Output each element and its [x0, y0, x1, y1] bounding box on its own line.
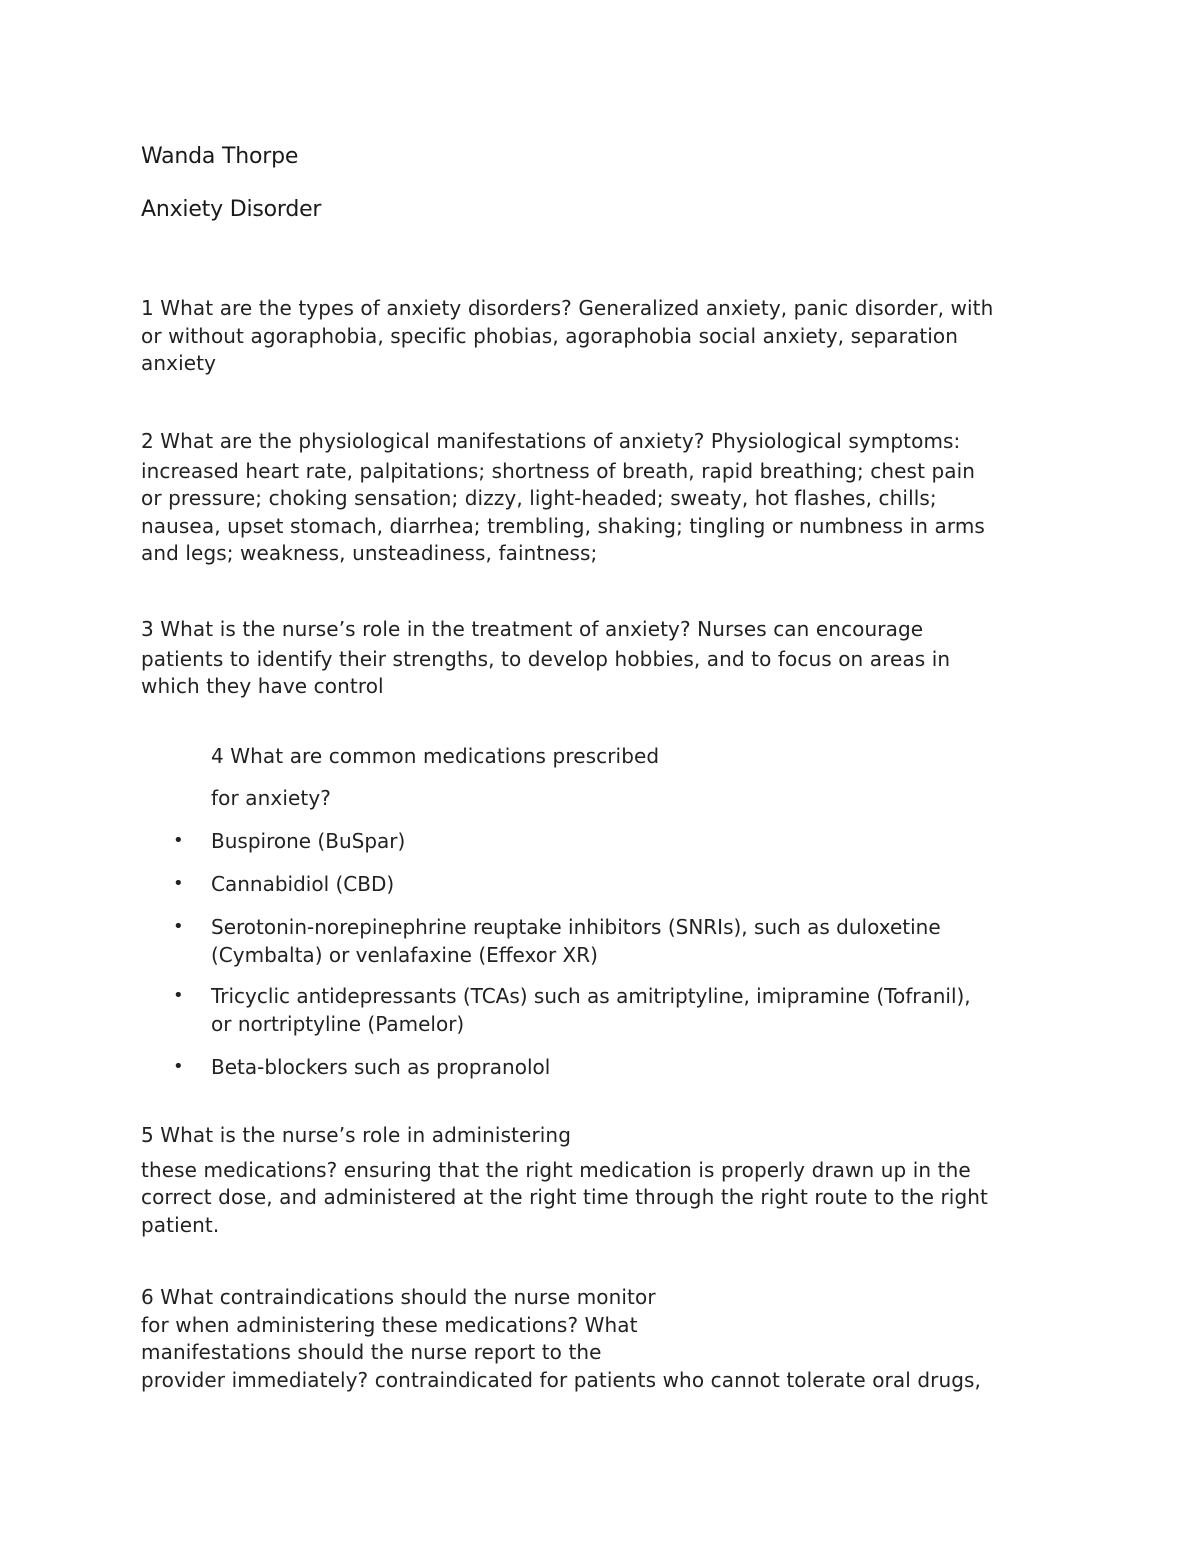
list-item-line: or nortriptyline (Pamelor) [211, 1011, 465, 1036]
question-1-line: 1 What are the types of anxiety disorders? Generalized anxiety, panic disorder, with [141, 296, 994, 320]
list-item [211, 1054, 1061, 1082]
question-2-line: and legs; weakness, unsteadiness, faintness; [141, 541, 598, 565]
question-4-line-2: for anxiety? [211, 786, 331, 810]
list-item-line: Cannabidiol (CBD) [211, 872, 395, 896]
list-item [211, 914, 1061, 969]
document-title: Anxiety Disorder [141, 197, 322, 222]
question-5 [141, 1122, 1061, 1239]
question-5-line: patient. [141, 1212, 220, 1237]
question-3-line: patients to identify their strengths, to develop hobbies, and to focus on areas in [141, 646, 951, 671]
question-1-line: anxiety [141, 351, 217, 375]
question-1 [141, 295, 1061, 378]
bullet-icon: • [173, 1056, 184, 1077]
question-5-line: correct dose, and administered at the right time through the right route to the right [141, 1185, 988, 1209]
question-5-line: 5 What is the nurse’s role in administering [141, 1123, 572, 1147]
bullet-icon: • [173, 985, 184, 1006]
list-item-line: Beta-blockers such as propranolol [211, 1055, 551, 1079]
question-6 [141, 1284, 1061, 1394]
bullet-icon: • [173, 873, 184, 894]
list-item-line: (Cymbalta) or venlafaxine (Effexor XR) [211, 942, 598, 967]
list-item [211, 983, 1061, 1038]
question-6-line: 6 What contraindications should the nurse monitor [141, 1285, 656, 1309]
list-item [211, 871, 1061, 899]
list-item-line: Serotonin-norepinephrine reuptake inhibitors (SNRIs), such as duloxetine [211, 915, 941, 939]
question-2 [141, 428, 1061, 568]
bullet-icon: • [173, 916, 184, 937]
question-3 [141, 616, 1061, 701]
question-3-line: which they have control [141, 674, 384, 698]
question-3-line: 3 What is the nurse’s role in the treatment of anxiety? Nurses can encourage [141, 617, 924, 641]
question-4-line-1: 4 What are common medications prescribed [211, 744, 660, 768]
author-name: Wanda Thorpe [141, 144, 299, 169]
question-2-line: or pressure; choking sensation; dizzy, light-headed; sweaty, hot flashes, chills; [141, 486, 937, 510]
question-1-line: or without agoraphobia, specific phobias, agoraphobia social anxiety, separation [141, 323, 959, 348]
question-5-line: these medications? ensuring that the right medication is properly drawn up in the [141, 1157, 971, 1182]
question-2-line: increased heart rate, palpitations; shortness of breath, rapid breathing; chest pain [141, 458, 976, 483]
list-item [211, 828, 1061, 856]
question-2-line: nausea, upset stomach, diarrhea; trembling, shaking; tingling or numbness in arms [141, 513, 985, 538]
question-6-line: provider immediately? contraindicated for patients who cannot tolerate oral drugs, [141, 1367, 981, 1392]
list-item-line: Tricyclic antidepressants (TCAs) such as amitriptyline, imipramine (Tofranil), [211, 984, 971, 1008]
bullet-icon: • [173, 830, 184, 851]
question-6-line: for when administering these medications? What [141, 1312, 638, 1337]
list-item-line: Buspirone (BuSpar) [211, 829, 406, 853]
question-2-line: 2 What are the physiological manifestations of anxiety? Physiological symptoms: [141, 429, 961, 453]
question-6-line: manifestations should the nurse report to the [141, 1340, 602, 1364]
